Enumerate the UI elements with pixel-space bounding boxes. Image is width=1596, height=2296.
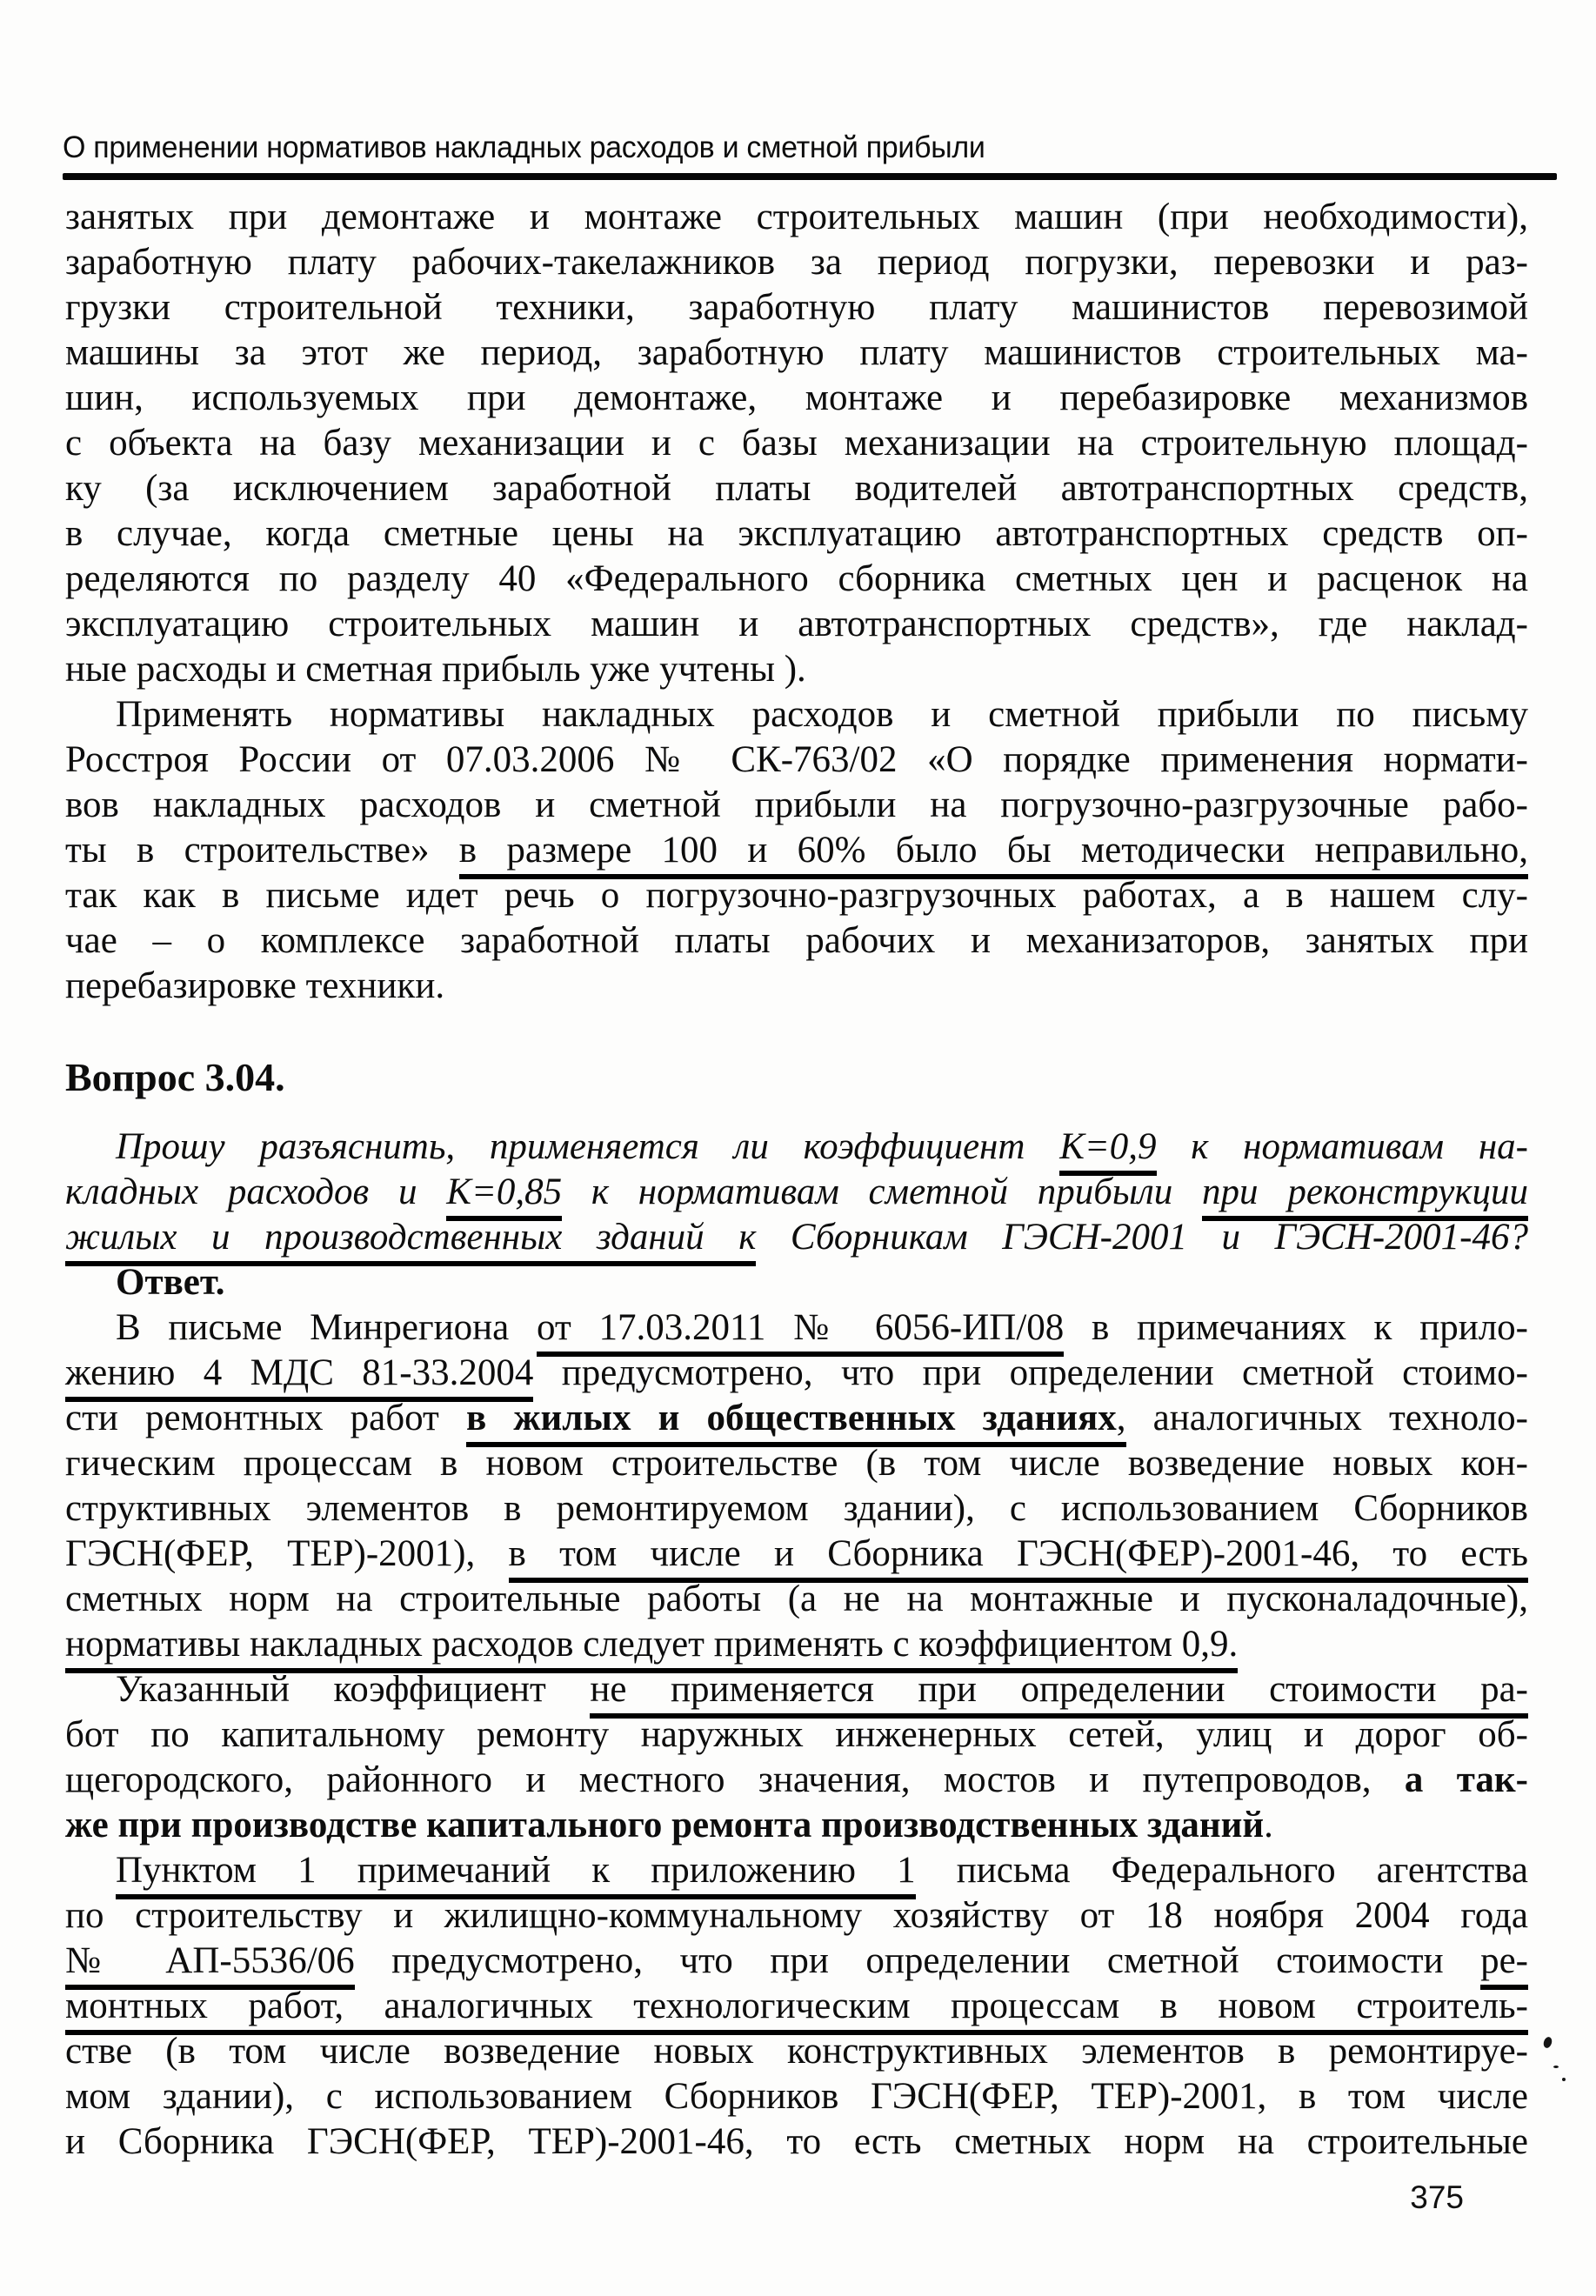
text-segment: предусмотрено, что при определении сметной стоимо- — [533, 1352, 1528, 1393]
text-segment: мом здании), с использованием Сборников ГЭСН(ФЕР, ТЕР)-2001, в том числе — [65, 2076, 1528, 2117]
text-line — [65, 1486, 1528, 1532]
text-line — [65, 692, 1528, 738]
underlined-text: нормативы накладных расходов следует применять с коэффициентом 0,9. — [65, 1624, 1238, 1673]
text-segment: сметных норм на строительные работы (а не на монтажные и пусконаладочные), — [65, 1578, 1528, 1619]
text-segment: к нормативам на- — [1156, 1126, 1529, 1167]
bold-text: Ответ. — [116, 1262, 225, 1303]
text-segment: в примечаниях к прило- — [1064, 1307, 1528, 1348]
text-line — [65, 421, 1528, 466]
text-line — [65, 2074, 1528, 2119]
text-line — [65, 1848, 1528, 1893]
underlined-text: , — [1117, 1398, 1126, 1447]
text-line — [65, 466, 1528, 511]
text-segment: с объекта на базу механизации и с базы механизации на строительную площад- — [65, 423, 1528, 464]
text-segment: шин, используемых при демонтаже, монтаже и перебазировке механизмов — [65, 377, 1528, 418]
text-line — [65, 195, 1528, 240]
text-line — [65, 1622, 1528, 1667]
page-body-text — [65, 195, 1528, 2165]
text-segment: аналогичных техноло- — [1125, 1398, 1528, 1438]
text-segment: чае – о комплексе заработной платы рабочих и механизаторов, занятых при — [65, 920, 1528, 961]
text-line — [65, 511, 1528, 557]
scan-speck — [1542, 2036, 1553, 2049]
text-line — [65, 1758, 1528, 1803]
text-line — [65, 1577, 1528, 1622]
text-segment: гическим процессам в новом строительстве (в том числе возведение новых кон- — [65, 1443, 1528, 1484]
text-line — [65, 918, 1528, 964]
underlined-text: не применяется при определении стоимости ра- — [590, 1669, 1528, 1719]
text-line — [65, 873, 1528, 918]
text-segment: ГЭСН(ФЕР, ТЕР)-2001), — [65, 1533, 509, 1574]
text-segment: структивных элементов в ремонтируемом здании), с использованием Сборников — [65, 1488, 1528, 1529]
bold-text: же при производстве капитального ремонта производственных зданий — [65, 1805, 1265, 1845]
underlined-text: в том числе и Сборника ГЭСН(ФЕР)-2001-46, то есть — [509, 1533, 1528, 1583]
text-segment: перебазировке техники. — [65, 965, 445, 1006]
text-segment: ные расходы и сметная прибыль уже учтены ). — [65, 649, 806, 690]
answer-label — [65, 1260, 1528, 1305]
text-line — [65, 240, 1528, 285]
text-line — [65, 1939, 1528, 1984]
text-segment: заработную плату рабочих-такелажников за период погрузки, перевозки и раз- — [65, 242, 1528, 283]
text-segment: грузки строительной техники, заработную плату машинистов перевозимой — [65, 287, 1528, 328]
text-line — [65, 1984, 1528, 2029]
text-segment: сти ремонтных работ — [65, 1398, 466, 1438]
text-segment: вов накладных расходов и сметной прибыли на погрузочно-разгрузочные рабо- — [65, 784, 1528, 825]
underlined-text: от 17.03.2011 № 6056-ИП/08 — [537, 1307, 1064, 1357]
text-line — [65, 1170, 1528, 1215]
text-segment: ределяются по разделу 40 «Федерального сборника сметных цен и расценок на — [65, 558, 1528, 599]
underlined-text: К=0,9 — [1059, 1126, 1156, 1176]
text-line — [65, 330, 1528, 376]
scan-speck — [1562, 2078, 1566, 2081]
text-line — [65, 1712, 1528, 1758]
text-segment: Вопрос 3.04. — [65, 1055, 285, 1099]
text-segment: Сборникам ГЭСН-2001 и ГЭСН-2001-46? — [756, 1217, 1529, 1258]
underlined-text: № АП-5536/06 — [65, 1940, 355, 1990]
page-number: 375 — [1410, 2179, 1464, 2215]
text-segment: письма Федерального агентства — [915, 1850, 1528, 1891]
underlined-text: ре- — [1480, 1940, 1528, 1990]
text-segment: В письме Минрегиона — [116, 1307, 538, 1348]
text-line — [65, 376, 1528, 421]
text-line — [65, 285, 1528, 330]
underlined-text: при реконструкции — [1202, 1171, 1528, 1221]
text-line — [65, 1351, 1528, 1396]
text-segment: так как в письме идет речь о погрузочно-разгрузочных работах, а в нашем слу- — [65, 875, 1528, 916]
text-line — [65, 828, 1528, 873]
text-segment: ку (за исключением заработной платы водителей автотранспортных средств, — [65, 468, 1528, 509]
text-line — [65, 964, 1528, 1009]
text-line — [65, 2029, 1528, 2074]
underlined-text: жилых и производственных зданий к — [65, 1217, 756, 1266]
text-line — [65, 1215, 1528, 1260]
text-segment: Указанный коэффициент — [116, 1669, 591, 1710]
underlined-text: К=0,85 — [446, 1171, 562, 1221]
underlined-text: жению 4 МДС 81-33.2004 — [65, 1352, 533, 1402]
text-line — [65, 557, 1528, 602]
text-segment: в случае, когда сметные цены на эксплуатацию автотранспортных средств оп- — [65, 513, 1528, 554]
text-line — [65, 647, 1528, 692]
running-header-text: О применении нормативов накладных расходов и сметной прибыли — [63, 130, 985, 164]
text-segment: Росстроя России от 07.03.2006 № СК-763/02 «О порядке применения нормати- — [65, 739, 1528, 780]
text-line — [65, 1532, 1528, 1577]
bold-underlined-text: в жилых и общественных зданиях — [466, 1398, 1117, 1447]
text-line — [65, 1893, 1528, 1939]
bold-text: а так- — [1404, 1759, 1528, 1800]
header-rule — [63, 173, 1557, 180]
text-segment: кладных расходов и — [65, 1171, 447, 1212]
text-segment: по строительству и жилищно-коммунальному хозяйству от 18 ноября 2004 года — [65, 1895, 1528, 1936]
text-segment: стве (в том числе возведение новых конструктивных элементов в ремонтируе- — [65, 2031, 1528, 2072]
text-line — [65, 1125, 1528, 1170]
text-segment: машины за этот же период, заработную плату машинистов строительных ма- — [65, 332, 1528, 373]
text-line — [65, 783, 1528, 828]
scan-speck — [1553, 2066, 1559, 2068]
text-segment: Применять нормативы накладных расходов и сметной прибыли по письму — [116, 694, 1528, 735]
text-segment: ты в строительстве» — [65, 830, 459, 871]
underlined-text: монтных работ, аналогичных технологическим процессам в новом строитель- — [65, 1986, 1528, 2035]
running-header — [63, 130, 1557, 180]
text-segment: и Сборника ГЭСН(ФЕР, ТЕР)-2001-46, то есть сметных норм на строительные — [65, 2121, 1528, 2162]
text-line — [65, 1667, 1528, 1712]
text-segment: Прошу разъяснить, применяется ли коэффициент — [116, 1126, 1060, 1167]
text-segment: бот по капитальному ремонту наружных инженерных сетей, улиц и дорог об- — [65, 1714, 1528, 1755]
underlined-text: Пунктом 1 примечаний к приложению 1 — [116, 1850, 916, 1899]
text-segment: к нормативам сметной прибыли — [562, 1171, 1203, 1212]
text-line — [65, 1803, 1528, 1848]
text-segment: щегородского, районного и местного значения, мостов и путепроводов, — [65, 1759, 1405, 1800]
text-segment: занятых при демонтаже и монтаже строительных машин (при необходимости), — [65, 197, 1528, 237]
underlined-text: в размере 100 и 60% было бы методически неправильно, — [459, 830, 1528, 879]
question-heading — [65, 1052, 1528, 1102]
text-line — [65, 738, 1528, 783]
text-segment: эксплуатацию строительных машин и автотранспортных средств», где наклад- — [65, 604, 1528, 644]
text-line — [65, 2119, 1528, 2165]
text-segment: предусмотрено, что при определении сметной стоимости — [354, 1940, 1481, 1981]
text-line — [65, 602, 1528, 647]
text-line — [65, 1441, 1528, 1486]
text-line — [65, 1305, 1528, 1351]
text-segment: . — [1264, 1805, 1273, 1845]
text-line — [65, 1396, 1528, 1441]
